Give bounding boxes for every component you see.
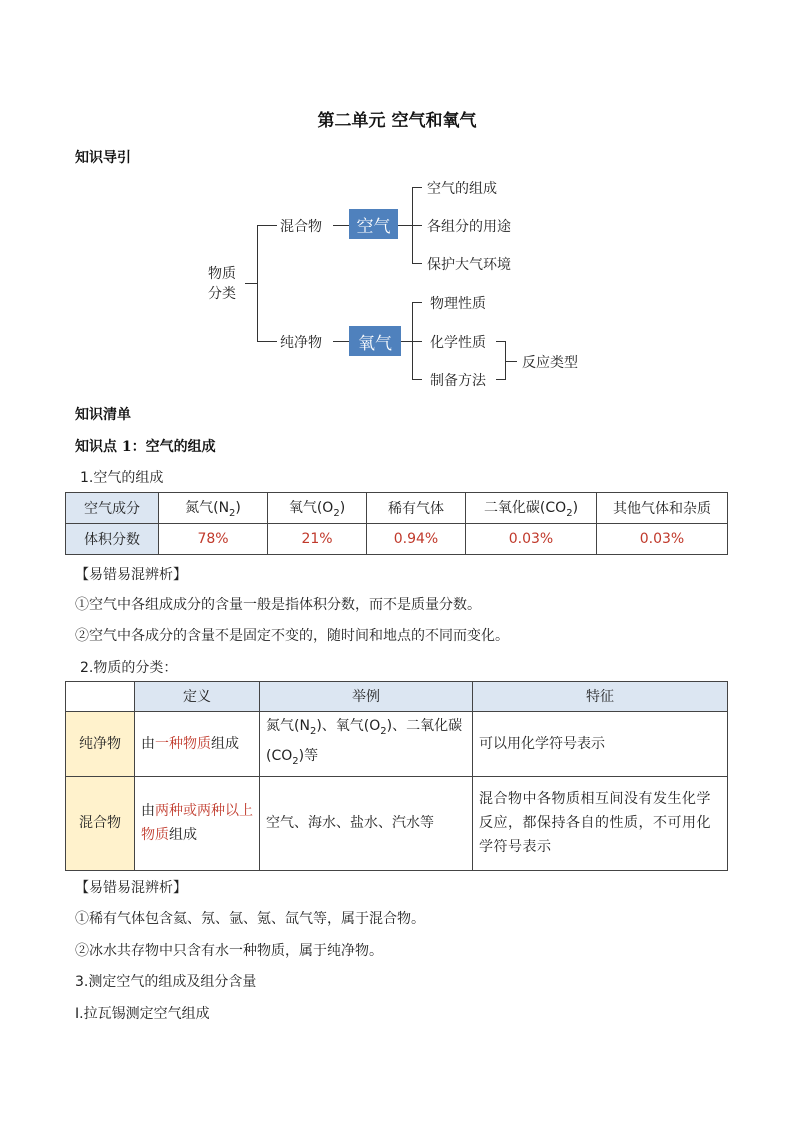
confusion1-item-1: ①空气中各组成成分的含量一般是指体积分数，而不是质量分数。 <box>75 597 481 613</box>
table-cell: 混合物中各物质相互间没有发生化学反应，都保持各自的性质，不可用化学符号表示 <box>473 776 728 870</box>
table-header-cell: 空气成分 <box>66 493 159 524</box>
table-row <box>66 776 728 870</box>
sub2-heading: 2.物质的分类： <box>80 660 178 676</box>
table-header-cell: 定义 <box>135 682 260 712</box>
table-cell: 氮气$(N_2)$、氧气$(O_2)$、二氧化碳$(CO_2)$等 <box>260 712 473 777</box>
table-cell: 0.03% <box>597 524 728 555</box>
diagram-reaction-type: 反应类型 <box>522 355 578 371</box>
table-header-cell: 特征 <box>473 682 728 712</box>
table-cell: 由一种物质组成 <box>135 712 260 777</box>
diagram-air-item-1: 空气的组成 <box>427 181 497 197</box>
air-composition-table <box>65 492 728 555</box>
table-cell: 空气、海水、盐水、汽水等 <box>260 776 473 870</box>
table-row-label: 混合物 <box>66 776 135 870</box>
table-cell: 由两种或两种以上物质组成 <box>135 776 260 870</box>
table-row <box>66 682 728 712</box>
diagram-air-box: 空气 <box>349 209 398 239</box>
diagram-oxygen-item-2: 化学性质 <box>430 335 486 351</box>
confusion1-item-2: ②空气中各成分的含量不是固定不变的，随时间和地点的不同而变化。 <box>75 628 509 644</box>
diagram-root-line1: 物质 <box>208 266 236 282</box>
substance-classification-table <box>65 681 728 871</box>
table-row-label: 体积分数 <box>66 524 159 555</box>
table-header-cell: 氮气$(N_2)$ <box>159 493 268 524</box>
table-corner-cell <box>66 682 135 712</box>
table-row-label: 纯净物 <box>66 712 135 777</box>
diagram-pure: 纯净物 <box>280 335 322 351</box>
confusion1-title: 【易错易混辨析】 <box>75 567 187 583</box>
table-header-cell: 二氧化碳$(CO_2)$ <box>466 493 597 524</box>
diagram-oxygen-box: 氧气 <box>349 326 401 356</box>
table-row <box>66 712 728 777</box>
diagram-oxygen-item-1: 物理性质 <box>430 296 486 312</box>
table-row <box>66 524 728 555</box>
table-cell: 78% <box>159 524 268 555</box>
diagram-oxygen-item-3: 制备方法 <box>430 373 486 389</box>
table-header-cell: 举例 <box>260 682 473 712</box>
table-cell: 0.03% <box>466 524 597 555</box>
diagram-air-item-2: 各组分的用途 <box>427 219 511 235</box>
table-row <box>66 493 728 524</box>
table-header-cell: 氧气$(O_2)$ <box>268 493 367 524</box>
table-cell: 21% <box>268 524 367 555</box>
table-header-cell: 稀有气体 <box>367 493 466 524</box>
knowledge-guide-heading: 知识导引 <box>75 150 131 166</box>
table-cell: 0.94% <box>367 524 466 555</box>
sub3-i-heading: Ⅰ.拉瓦锡测定空气组成 <box>75 1006 210 1022</box>
diagram-root-line2: 分类 <box>208 286 236 302</box>
diagram-air-item-3: 保护大气环境 <box>427 257 511 273</box>
sub3-heading: 3.测定空气的组成及组分含量 <box>75 974 257 990</box>
knowledge-list-heading: 知识清单 <box>75 407 131 423</box>
confusion2-title: 【易错易混辨析】 <box>75 880 187 896</box>
page-title: 第二单元 空气和氧气 <box>317 111 477 131</box>
point1-heading: 知识点 1：空气的组成 <box>75 439 216 455</box>
confusion2-item-1: ①稀有气体包含氦、氖、氩、氪、氙气等，属于混合物。 <box>75 911 425 927</box>
diagram-mixture: 混合物 <box>280 219 322 235</box>
sub1-heading: 1.空气的组成 <box>80 470 164 486</box>
table-cell: 可以用化学符号表示 <box>473 712 728 777</box>
confusion2-item-2: ②冰水共存物中只含有水一种物质，属于纯净物。 <box>75 943 383 959</box>
table-header-cell: 其他气体和杂质 <box>597 493 728 524</box>
